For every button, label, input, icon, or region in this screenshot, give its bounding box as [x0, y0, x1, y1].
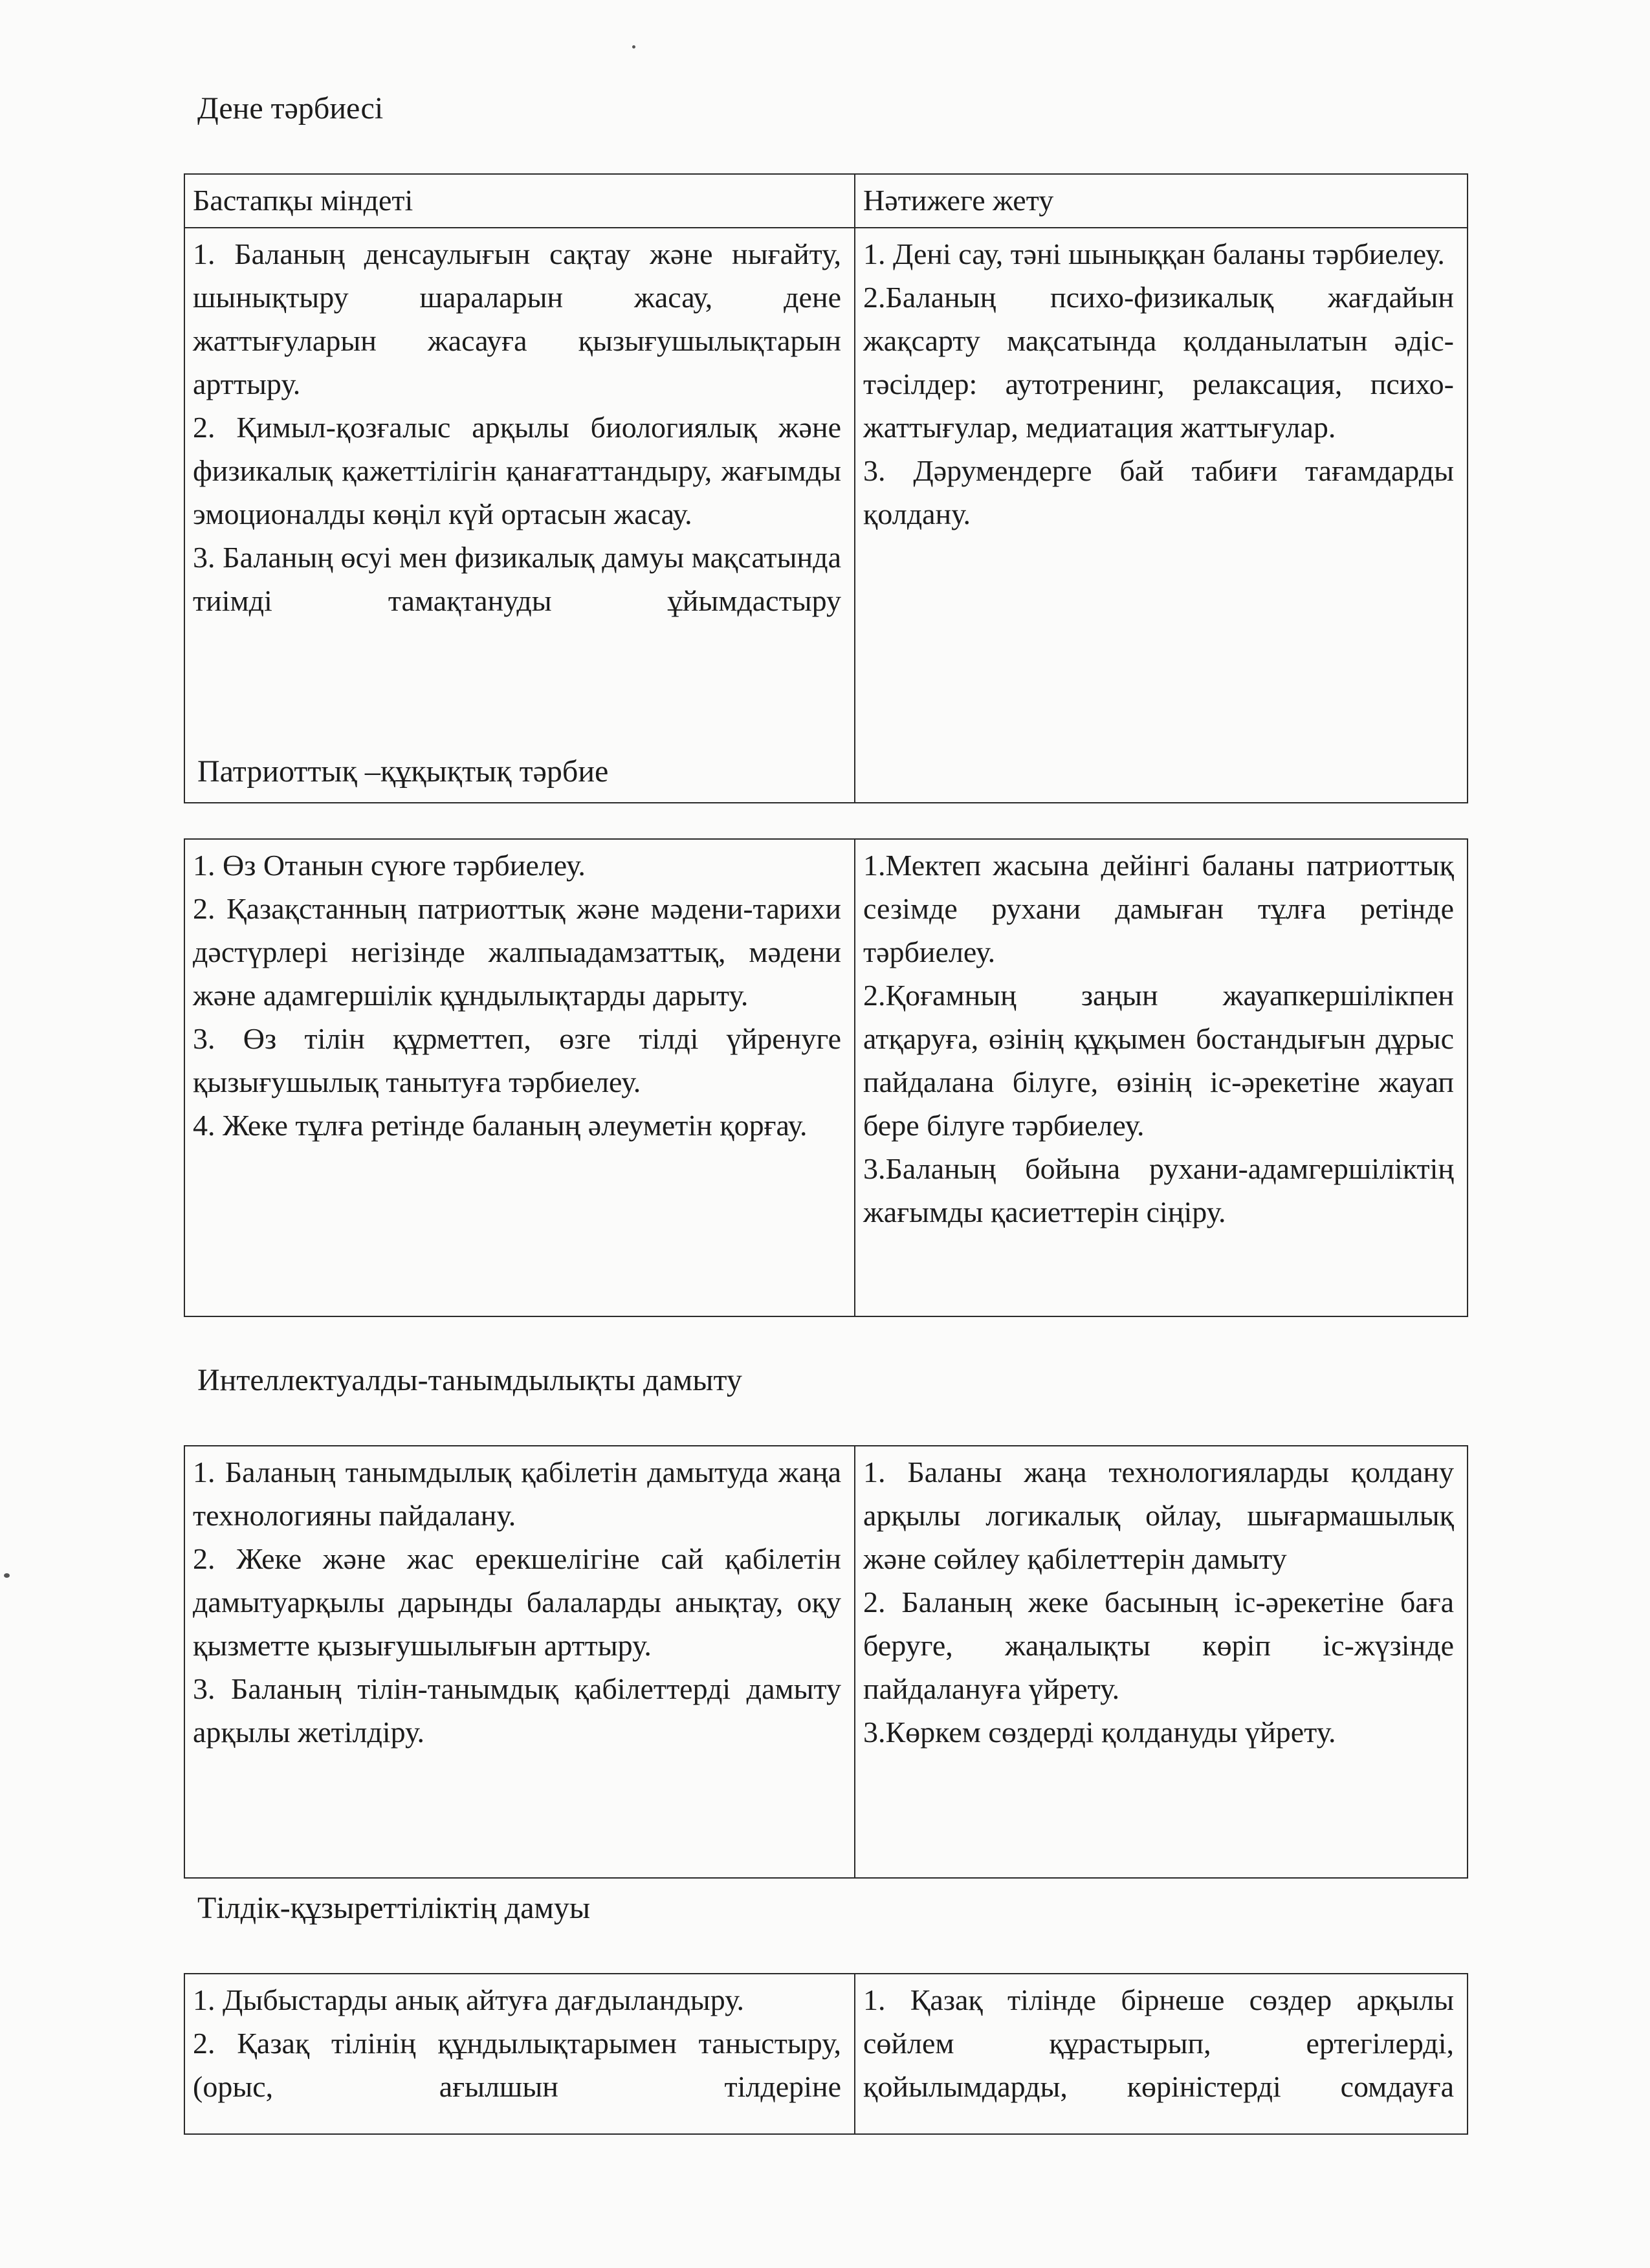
section-title: Дене тәрбиесі: [197, 91, 384, 125]
right-cell: [855, 228, 1468, 803]
table-row: [184, 1974, 1468, 2134]
section-table: [184, 838, 1468, 1317]
list-item: 3.Баланың бойына рухани-адамгершіліктің жағымды қасиеттерін сіңіру.: [863, 1152, 1454, 1228]
list-item: 2. Қазақстанның патриоттық және мәдени-тарихи дәстүрлері негізінде жалпыадамзаттық, мәдени және адамгершілік құндылықтарды дарыту.: [193, 892, 841, 1012]
header-cell-result: Нәтижеге жету: [855, 174, 1468, 228]
scan-speck: [632, 45, 635, 49]
list-item: 3. Дәрумендерге бай табиғи тағамдарды қолдану.: [863, 454, 1454, 530]
cell-content: [863, 1978, 1454, 2128]
right-cell: [855, 1446, 1468, 1878]
table-row: [184, 1446, 1468, 1878]
list-item: 3. Баланың тілін-танымдық қабілеттерді дамыту арқылы жетілдіру.: [193, 1672, 841, 1749]
left-cell: [184, 839, 855, 1316]
list-item: 1.Мектеп жасына дейінгі баланы патриоттық сезімде рухани дамыған тұлға ретінде тәрбиелеу.: [863, 849, 1454, 968]
list-item: 4. Жеке тұлға ретінде баланың әлеуметін қорғау.: [193, 1109, 808, 1142]
list-item: 3. Баланың өсуі мен физикалық дамуы мақсатында тиімді тамақтануды ұйымдастыру: [193, 541, 841, 617]
list-item: 1. Баланың денсаулығын сақтау және нығайту, шынықтыру шараларын жасау, дене жаттығуларын жасауға қызығушылықтарын арттыру.: [193, 237, 841, 400]
left-cell: [184, 1446, 855, 1878]
scan-speck: [4, 1573, 10, 1578]
list-item: 2. Қазақ тілінің құндылықтарымен таныстыру, (орыс, ағылшын тілдеріне: [193, 2027, 841, 2103]
table-header-row: [184, 174, 1468, 228]
list-item: 1. Баланың танымдылық қабілетін дамытуда жаңа технологияны пайдалану.: [193, 1456, 841, 1532]
section-table: [184, 1973, 1468, 2135]
list-item: 1. Өз Отанын сүюге тәрбиелеу.: [193, 849, 586, 882]
list-item: 3.Көркем сөздерді қолдануды үйрету.: [863, 1716, 1336, 1749]
list-item: 1. Дыбыстарды анық айтуға дағдыландыру.: [193, 1983, 744, 2016]
cell-content: [193, 1978, 841, 2128]
list-item: 2. Қимыл-қозғалыс арқылы биологиялық және физикалық қажеттілігін қанағаттандыру, жағымды эмоционалды көңіл күй ортасын жасау.: [193, 411, 841, 530]
table-row: [184, 839, 1468, 1316]
right-cell: [855, 839, 1468, 1316]
section-title: Интеллектуалды-танымдылықты дамыту: [197, 1363, 742, 1397]
left-cell: [184, 1974, 855, 2134]
list-item: 2. Баланың жеке басының іс-әрекетіне баға беруге, жаңалықты көріп іс-жүзінде пайдалануға үйрету.: [863, 1586, 1454, 1705]
header-cell-initial-task: Бастапқы міндеті: [184, 174, 855, 228]
list-item: 1. Баланы жаңа технологияларды қолдану арқылы логикалық ойлау, шығармашылық және сөйлеу қабілеттерін дамыту: [863, 1456, 1454, 1575]
list-item: 3. Өз тілін құрметтеп, өзге тілді үйренуге қызығушылық танытуға тәрбиелеу.: [193, 1022, 841, 1098]
list-item: 2. Жеке және жас ерекшелігіне сай қабілетін дамытуарқылы дарынды балаларды анықтау, оқу қызметте қызығушылығын арттыру.: [193, 1542, 841, 1662]
list-item: 2.Қоғамның заңын жауапкершілікпен атқаруға, өзінің құқымен бостандығын дұрыс пайдалана білуге, өзінің іс-әрекетіне жауап бере білуге тәрбиелеу.: [863, 979, 1454, 1142]
table-row: [184, 228, 1468, 803]
section-table: [184, 173, 1468, 803]
left-cell: [184, 228, 855, 803]
section-title: Тілдік-құзыреттіліктің дамуы: [197, 1891, 591, 1925]
section-table: [184, 1445, 1468, 1879]
list-item: 1. Қазақ тілінде бірнеше сөздер арқылы сөйлем құрастырып, ертегілерді, қойылымдарды, көріністерді сомдауға: [863, 1983, 1454, 2103]
right-cell: [855, 1974, 1468, 2134]
list-item: 2.Баланың психо-физикалық жағдайын жақсарту мақсатында қолданылатын әдіс-тәсілдер: аутотренинг, релаксация, психо-жаттығулар, медиатация жаттығулар.: [863, 281, 1454, 444]
list-item: 1. Дені сау, тәні шыныққан баланы тәрбиелеу.: [863, 237, 1445, 270]
section-title: Патриоттық –құқықтық тәрбие: [197, 754, 609, 789]
